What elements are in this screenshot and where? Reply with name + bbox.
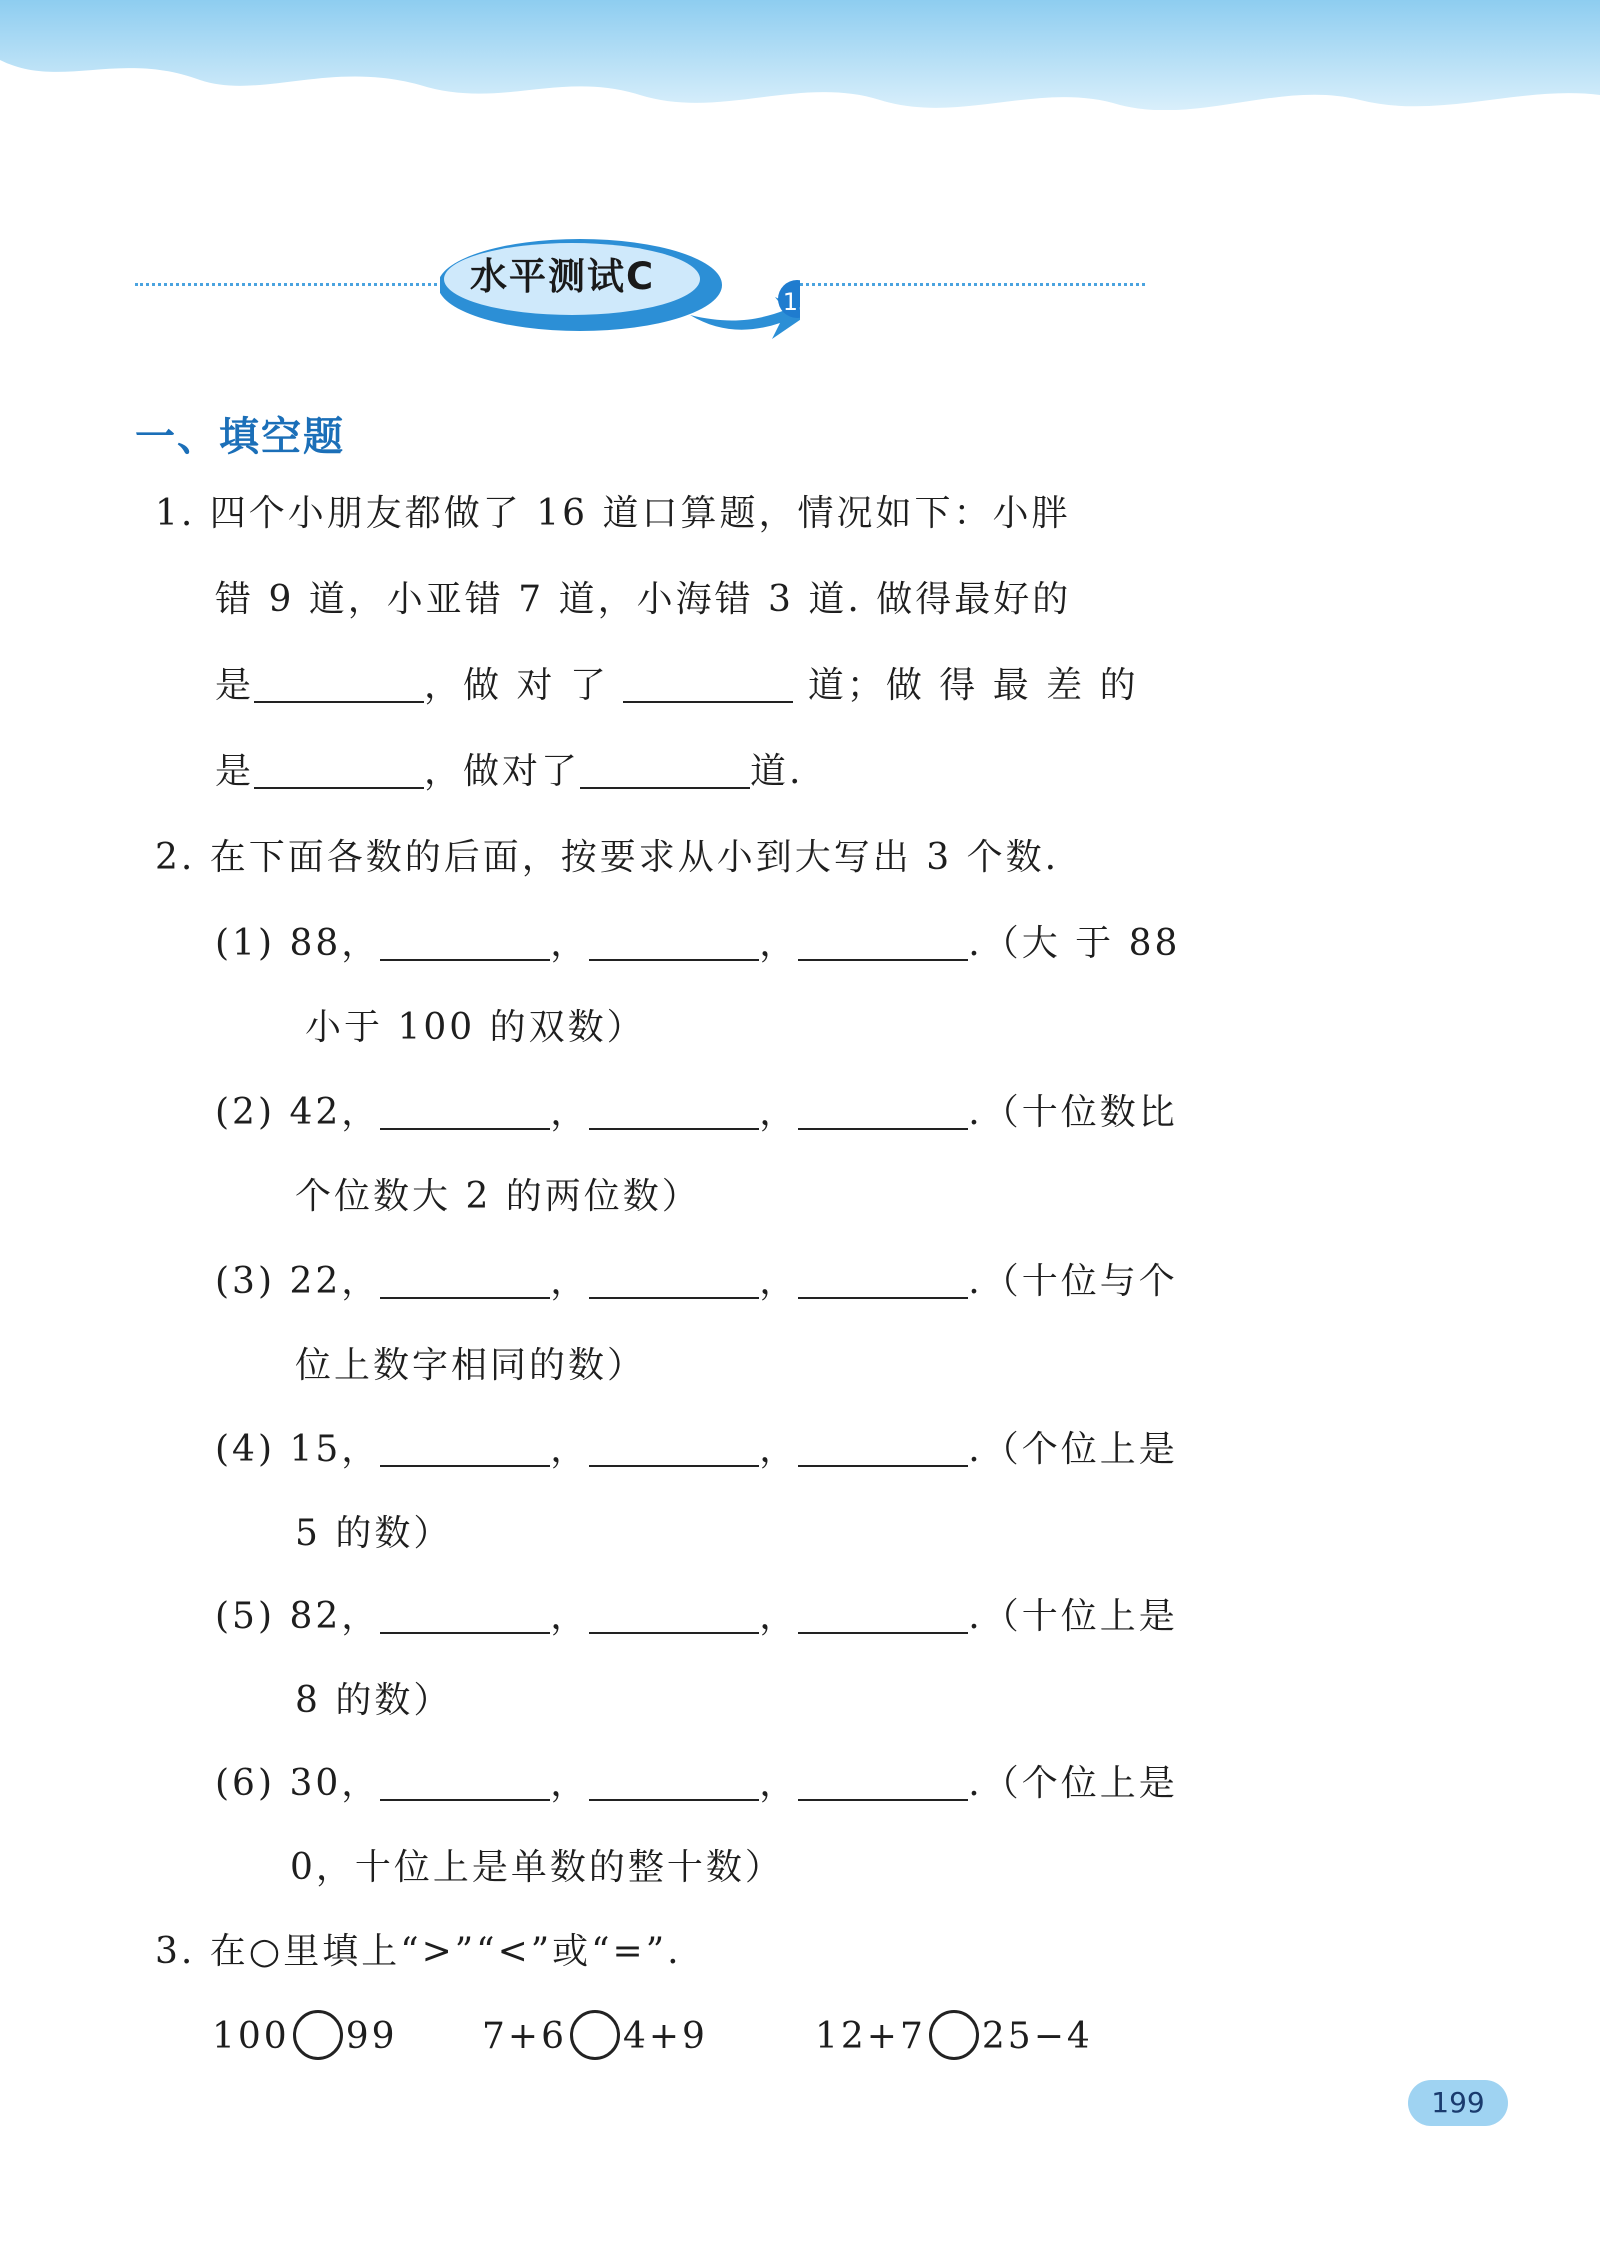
header-dotted-rule-right <box>800 283 1145 286</box>
q2-item-6 <box>215 1758 1178 1810</box>
answer-blank[interactable] <box>589 1257 759 1299</box>
q2-item-1 <box>215 918 1180 970</box>
answer-blank[interactable] <box>254 747 424 789</box>
q2-item-4-cont: 5 的数） <box>295 1513 453 1554</box>
q1-line2: 错 9 道，小亚错 7 道，小海错 3 道. 做得最好的 <box>215 579 1072 620</box>
unit-number-badge: 15 <box>782 288 814 316</box>
compare-circle[interactable] <box>570 2010 620 2060</box>
answer-blank[interactable] <box>380 1425 550 1467</box>
q2-item-tail: .（个位上是 <box>968 1763 1178 1804</box>
q2-item-prefix: (2) 42， <box>215 1092 381 1133</box>
answer-blank[interactable] <box>589 1592 759 1634</box>
q2-item-3 <box>215 1256 1178 1308</box>
q1-line3 <box>215 660 1139 712</box>
q2-item-5 <box>215 1591 1178 1643</box>
q1-line3-c: 道；做 得 最 差 的 <box>807 665 1139 706</box>
comma: ， <box>550 1261 590 1302</box>
q3-stem: 3. 在○里填上“>”“<”或“=”. <box>155 1931 682 1972</box>
q2-item-2 <box>215 1087 1178 1139</box>
q2-item-prefix: (5) 82， <box>215 1596 381 1637</box>
section-title: 一、填空题 <box>135 414 345 460</box>
comma: ， <box>759 1261 799 1302</box>
header-dotted-rule-left <box>135 283 455 286</box>
answer-blank[interactable] <box>589 1759 759 1801</box>
q2-item-prefix: (4) 15， <box>215 1429 381 1470</box>
q2-item-prefix: (6) 30， <box>215 1763 381 1804</box>
answer-blank[interactable] <box>798 1088 968 1130</box>
answer-blank[interactable] <box>798 1257 968 1299</box>
q3-expr-1 <box>212 2010 398 2063</box>
page-number: 199 <box>1408 2080 1508 2126</box>
q2-item-3-cont: 位上数字相同的数） <box>295 1345 647 1386</box>
answer-blank[interactable] <box>589 1088 759 1130</box>
answer-blank[interactable] <box>798 1592 968 1634</box>
test-title: 水平测试C <box>470 255 656 298</box>
answer-blank[interactable] <box>798 919 968 961</box>
comma: ， <box>550 1596 590 1637</box>
comma: ， <box>550 1429 590 1470</box>
comma: ， <box>550 1763 590 1804</box>
answer-blank[interactable] <box>623 661 793 703</box>
q2-item-tail: .（个位上是 <box>968 1429 1178 1470</box>
answer-blank[interactable] <box>380 1088 550 1130</box>
q2-item-tail: .（十位与个 <box>968 1261 1178 1302</box>
comma: ， <box>759 1596 799 1637</box>
q2-item-2-cont: 个位数大 2 的两位数） <box>295 1176 701 1217</box>
q1-line4 <box>215 746 803 798</box>
answer-blank[interactable] <box>380 1759 550 1801</box>
q3-expr-3 <box>815 2010 1093 2063</box>
q1-line4-a: 是 <box>215 751 255 792</box>
compare-circle[interactable] <box>929 2010 979 2060</box>
q1-line3-a: 是 <box>215 665 255 706</box>
comma: ， <box>759 1763 799 1804</box>
q1-line3-b: ，做 对 了 <box>424 665 609 706</box>
expr-right: 99 <box>345 2016 398 2057</box>
expr-right: 25−4 <box>981 2016 1093 2057</box>
sky-cloud-banner <box>0 0 1600 170</box>
answer-blank[interactable] <box>580 747 750 789</box>
answer-blank[interactable] <box>589 919 759 961</box>
q2-item-5-cont: 8 的数） <box>295 1680 453 1721</box>
compare-circle[interactable] <box>293 2010 343 2060</box>
answer-blank[interactable] <box>254 661 424 703</box>
q2-item-6-cont: 0，十位上是单数的整十数） <box>290 1847 784 1888</box>
comma: ， <box>759 923 799 964</box>
expr-left: 12+7 <box>815 2016 926 2057</box>
expr-left: 7+6 <box>482 2016 567 2057</box>
answer-blank[interactable] <box>380 1592 550 1634</box>
q3-expr-2 <box>482 2010 708 2063</box>
comma: ， <box>759 1429 799 1470</box>
q1-line1: 1. 四个小朋友都做了 16 道口算题，情况如下：小胖 <box>155 493 1071 534</box>
answer-blank[interactable] <box>798 1425 968 1467</box>
q2-stem: 2. 在下面各数的后面，按要求从小到大写出 3 个数. <box>155 837 1060 878</box>
q2-item-4 <box>215 1424 1178 1476</box>
comma: ， <box>550 1092 590 1133</box>
q2-item-prefix: (1) 88， <box>215 923 381 964</box>
q2-item-tail: .（十位数比 <box>968 1092 1178 1133</box>
q1-line4-c: 道. <box>750 751 804 792</box>
expr-left: 100 <box>212 2016 290 2057</box>
comma: ， <box>550 923 590 964</box>
answer-blank[interactable] <box>380 919 550 961</box>
expr-right: 4+9 <box>622 2016 708 2057</box>
answer-blank[interactable] <box>589 1425 759 1467</box>
q2-item-tail: .（大 于 88 <box>968 923 1181 964</box>
q2-item-1-cont: 小于 100 的双数） <box>305 1007 646 1048</box>
answer-blank[interactable] <box>380 1257 550 1299</box>
q2-item-prefix: (3) 22， <box>215 1261 381 1302</box>
comma: ， <box>759 1092 799 1133</box>
q1-line4-b: ，做对了 <box>424 751 581 792</box>
answer-blank[interactable] <box>798 1759 968 1801</box>
q2-item-tail: .（十位上是 <box>968 1596 1178 1637</box>
